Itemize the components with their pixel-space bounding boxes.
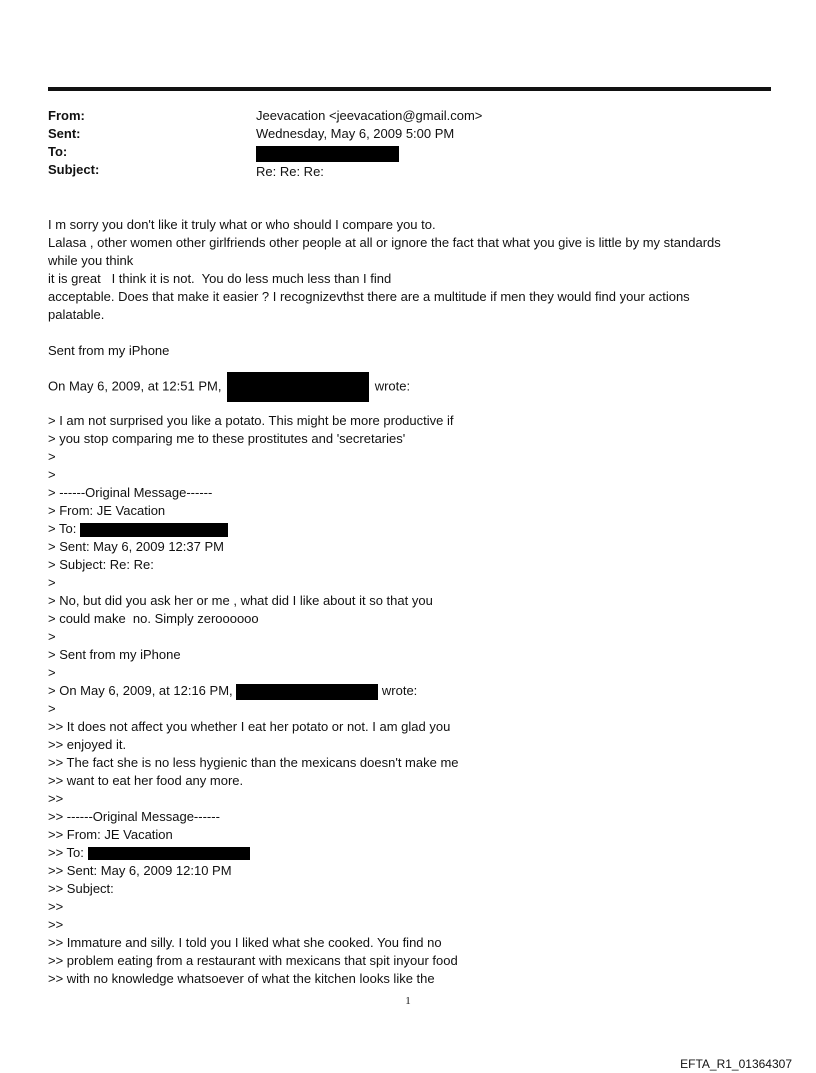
- quoted-thread: [48, 412, 773, 988]
- quoted-wrote-suffix: wrote:: [381, 683, 418, 698]
- redaction-block: [236, 684, 378, 700]
- quoted-line: > Sent: May 6, 2009 12:37 PM: [48, 539, 224, 554]
- body-line: it is great I think it is not. You do less much less than I find: [48, 271, 392, 286]
- quoted-line: >> Subject:: [48, 881, 114, 896]
- quoted-line: >> Immature and silly. I told you I liked what she cooked. You find no: [48, 935, 442, 950]
- quoted-wrote-line: [48, 682, 773, 700]
- wrote-prefix: On May 6, 2009, at 12:51 PM,: [48, 378, 222, 394]
- body-line: I m sorry you don't like it truly what or who should I compare you to.: [48, 217, 436, 232]
- quoted-line: >>: [48, 899, 64, 914]
- document-id: EFTA_R1_01364307: [680, 1057, 792, 1071]
- quoted-line: > No, but did you ask her or me , what did I like about it so that you: [48, 593, 433, 608]
- quoted-line: > could make no. Simply zeroooooo: [48, 611, 259, 626]
- quoted-line: > ------Original Message------: [48, 485, 213, 500]
- subject-value: Re: Re: Re:: [256, 164, 324, 179]
- wrote-suffix: wrote:: [374, 378, 411, 394]
- signature: Sent from my iPhone: [48, 343, 170, 358]
- from-value: Jeevacation <jeevacation@gmail.com>: [256, 108, 483, 123]
- quoted-line: >: [48, 449, 56, 464]
- to-value-redacted: [256, 144, 399, 162]
- quoted-line: > Sent from my iPhone: [48, 647, 181, 662]
- quoted-line: >: [48, 575, 56, 590]
- quoted-line: > Subject: Re: Re:: [48, 557, 154, 572]
- quoted-to-label: > To:: [48, 521, 77, 536]
- to-label: To:: [48, 144, 68, 159]
- header-rule: [48, 87, 771, 91]
- quoted-line: >>: [48, 917, 64, 932]
- quoted-line: >> It does not affect you whether I eat her potato or not. I am glad you: [48, 719, 451, 734]
- quoted-to-line: [48, 844, 773, 862]
- quoted-line: >> with no knowledge whatsoever of what the kitchen looks like the: [48, 971, 435, 986]
- sent-label: Sent:: [48, 126, 81, 141]
- redaction-block: [80, 523, 228, 537]
- quoted-line: >> From: JE Vacation: [48, 827, 173, 842]
- quoted-line: >: [48, 665, 56, 680]
- body-line: Lalasa , other women other girlfriends other people at all or ignore the fact that what you give is little by my standards: [48, 235, 721, 250]
- redaction-block: [88, 847, 250, 860]
- quoted-line: >> enjoyed it.: [48, 737, 127, 752]
- message-body: [48, 216, 773, 324]
- quoted-line: >>: [48, 791, 64, 806]
- redaction-block: [256, 146, 399, 162]
- quoted-line: >: [48, 467, 56, 482]
- quoted-to-label: >> To:: [48, 845, 84, 860]
- quoted-line: >> problem eating from a restaurant with mexicans that spit inyour food: [48, 953, 458, 968]
- quoted-line: >: [48, 629, 56, 644]
- quoted-wrote-prefix: > On May 6, 2009, at 12:16 PM,: [48, 683, 233, 698]
- wrote-line: [48, 372, 773, 402]
- quoted-line: > I am not surprised you like a potato. This might be more productive if: [48, 413, 454, 428]
- from-label: From:: [48, 108, 85, 123]
- sent-value: Wednesday, May 6, 2009 5:00 PM: [256, 126, 455, 141]
- quoted-line: >> Sent: May 6, 2009 12:10 PM: [48, 863, 232, 878]
- subject-label: Subject:: [48, 162, 100, 177]
- page-number: 1: [405, 995, 411, 1007]
- body-line: palatable.: [48, 307, 105, 322]
- quoted-line: >> ------Original Message------: [48, 809, 220, 824]
- quoted-line: >> The fact she is no less hygienic than the mexicans doesn't make me: [48, 755, 459, 770]
- quoted-to-line: [48, 520, 773, 538]
- body-line: while you think: [48, 253, 134, 268]
- quoted-line: >> want to eat her food any more.: [48, 773, 244, 788]
- quoted-line: > From: JE Vacation: [48, 503, 166, 518]
- quoted-line: > you stop comparing me to these prostitutes and 'secretaries': [48, 431, 406, 446]
- redaction-block: [227, 372, 369, 402]
- quoted-line: >: [48, 701, 56, 716]
- body-line: acceptable. Does that make it easier ? I recognizevthst there are a multitude if men they would find your actions: [48, 289, 690, 304]
